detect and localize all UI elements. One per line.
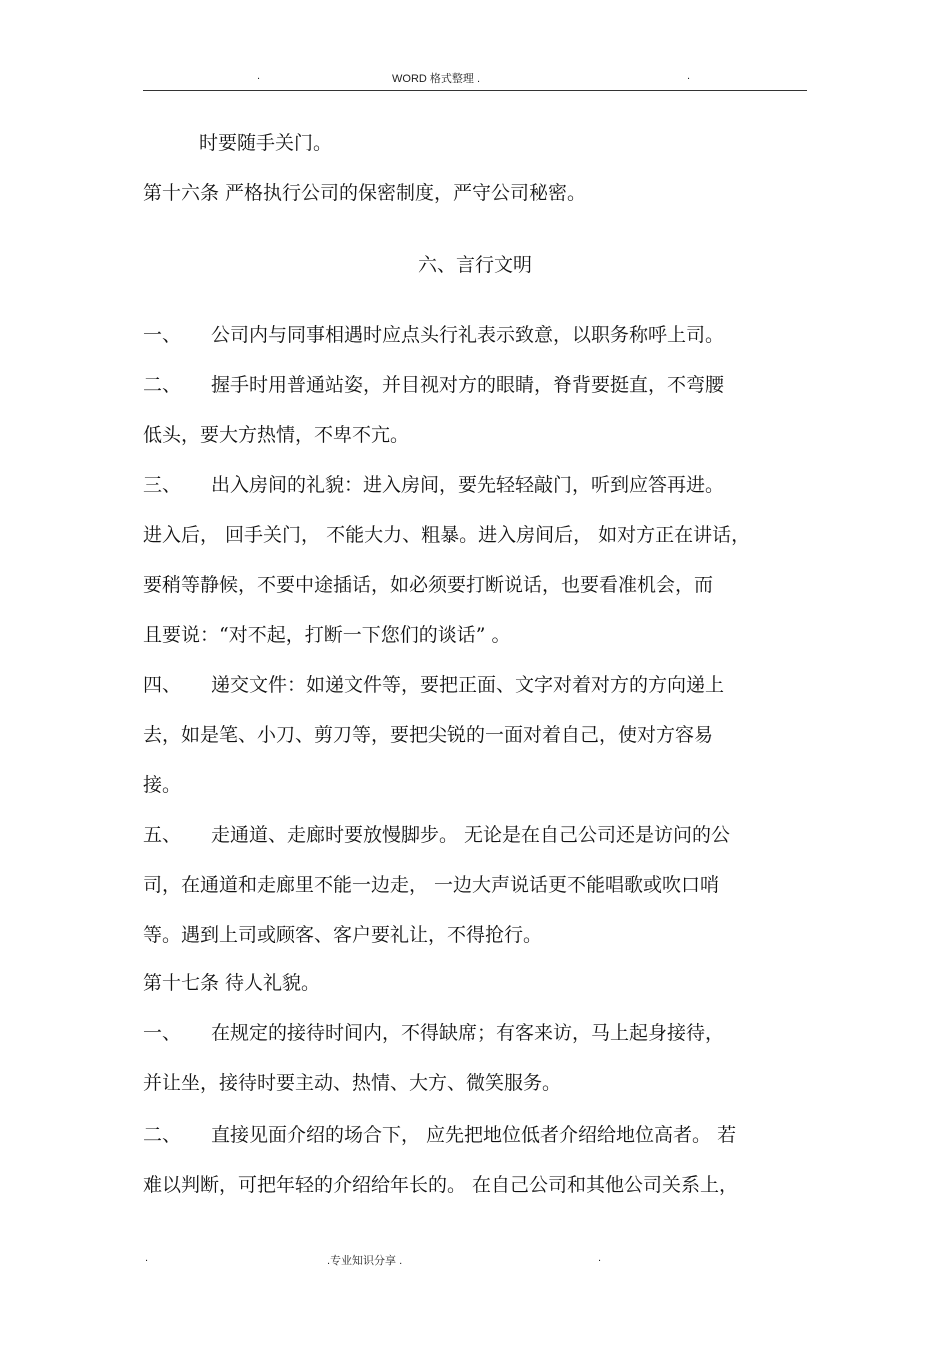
item-text: 直接见面介绍的场合下， 应先把地位低者介绍给地位高者。 若: [211, 1124, 737, 1146]
header-dot-right: .: [687, 70, 691, 82]
text-line: 时要随手关门。: [199, 132, 333, 154]
item-number: 一、: [143, 1022, 182, 1044]
item-text: 在规定的接待时间内，不得缺席；有客来访，马上起身接待，: [211, 1022, 725, 1044]
footer-dot-left: .: [145, 1252, 149, 1264]
header-title: WORD 格式整理 .: [392, 73, 480, 85]
footer-dot-right: .: [598, 1252, 602, 1264]
item-number: 三、: [143, 474, 182, 496]
text-line: 低头，要大方热情，不卑不亢。: [143, 424, 410, 446]
item-number: 五、: [143, 824, 182, 846]
text-line: 且要说：“对不起，打断一下您们的谈话” 。: [143, 624, 511, 646]
article-heading: 第十六条 严格执行公司的保密制度，严守公司秘密。: [143, 182, 587, 204]
footer-title: .专业知识分享 .: [327, 1255, 403, 1267]
header-rule: [143, 90, 807, 91]
text-line: 要稍等静候，不要中途插话，如必须要打断说话，也要看准机会，而: [143, 574, 714, 596]
text-line: 司，在通道和走廊里不能一边走， 一边大声说话更不能唱歌或吹口哨: [143, 874, 720, 896]
text-line: 难以判断，可把年轻的介绍给年长的。 在自己公司和其他公司关系上，: [143, 1174, 739, 1196]
text-line: 去，如是笔、小刀、剪刀等，要把尖锐的一面对着自己，使对方容易: [143, 724, 714, 746]
text-line: 进入后， 回手关门， 不能大力、粗暴。进入房间后， 如对方正在讲话，: [143, 524, 751, 546]
list-item: [143, 372, 724, 398]
item-text: 握手时用普通站姿，并目视对方的眼睛，脊背要挺直，不弯腰: [211, 374, 725, 396]
list-item: [143, 672, 724, 698]
item-text: 走通道、走廊时要放慢脚步。 无论是在自己公司还是访问的公: [211, 824, 731, 846]
item-number: 二、: [143, 1124, 182, 1146]
item-number: 一、: [143, 324, 182, 346]
text-line: 等。遇到上司或顾客、客户要礼让，不得抢行。: [143, 924, 543, 946]
header-dot-left: .: [257, 70, 261, 82]
section-heading: 六、言行文明: [418, 254, 533, 276]
item-text: 公司内与同事相遇时应点头行礼表示致意，以职务称呼上司。: [211, 324, 725, 346]
item-text: 递交文件：如递文件等，要把正面、文字对着对方的方向递上: [211, 674, 725, 696]
item-number: 四、: [143, 674, 182, 696]
list-item: [143, 1122, 736, 1148]
item-text: 出入房间的礼貌：进入房间，要先轻轻敲门，听到应答再进。: [211, 474, 725, 496]
text-line: 接。: [143, 774, 182, 796]
article-heading: 第十七条 待人礼貌。: [143, 972, 321, 994]
item-number: 二、: [143, 374, 182, 396]
list-item: [143, 472, 724, 498]
list-item: [143, 1020, 724, 1046]
list-item: [143, 322, 724, 348]
list-item: [143, 822, 730, 848]
text-line: 并让坐，接待时要主动、热情、大方、微笑服务。: [143, 1072, 562, 1094]
